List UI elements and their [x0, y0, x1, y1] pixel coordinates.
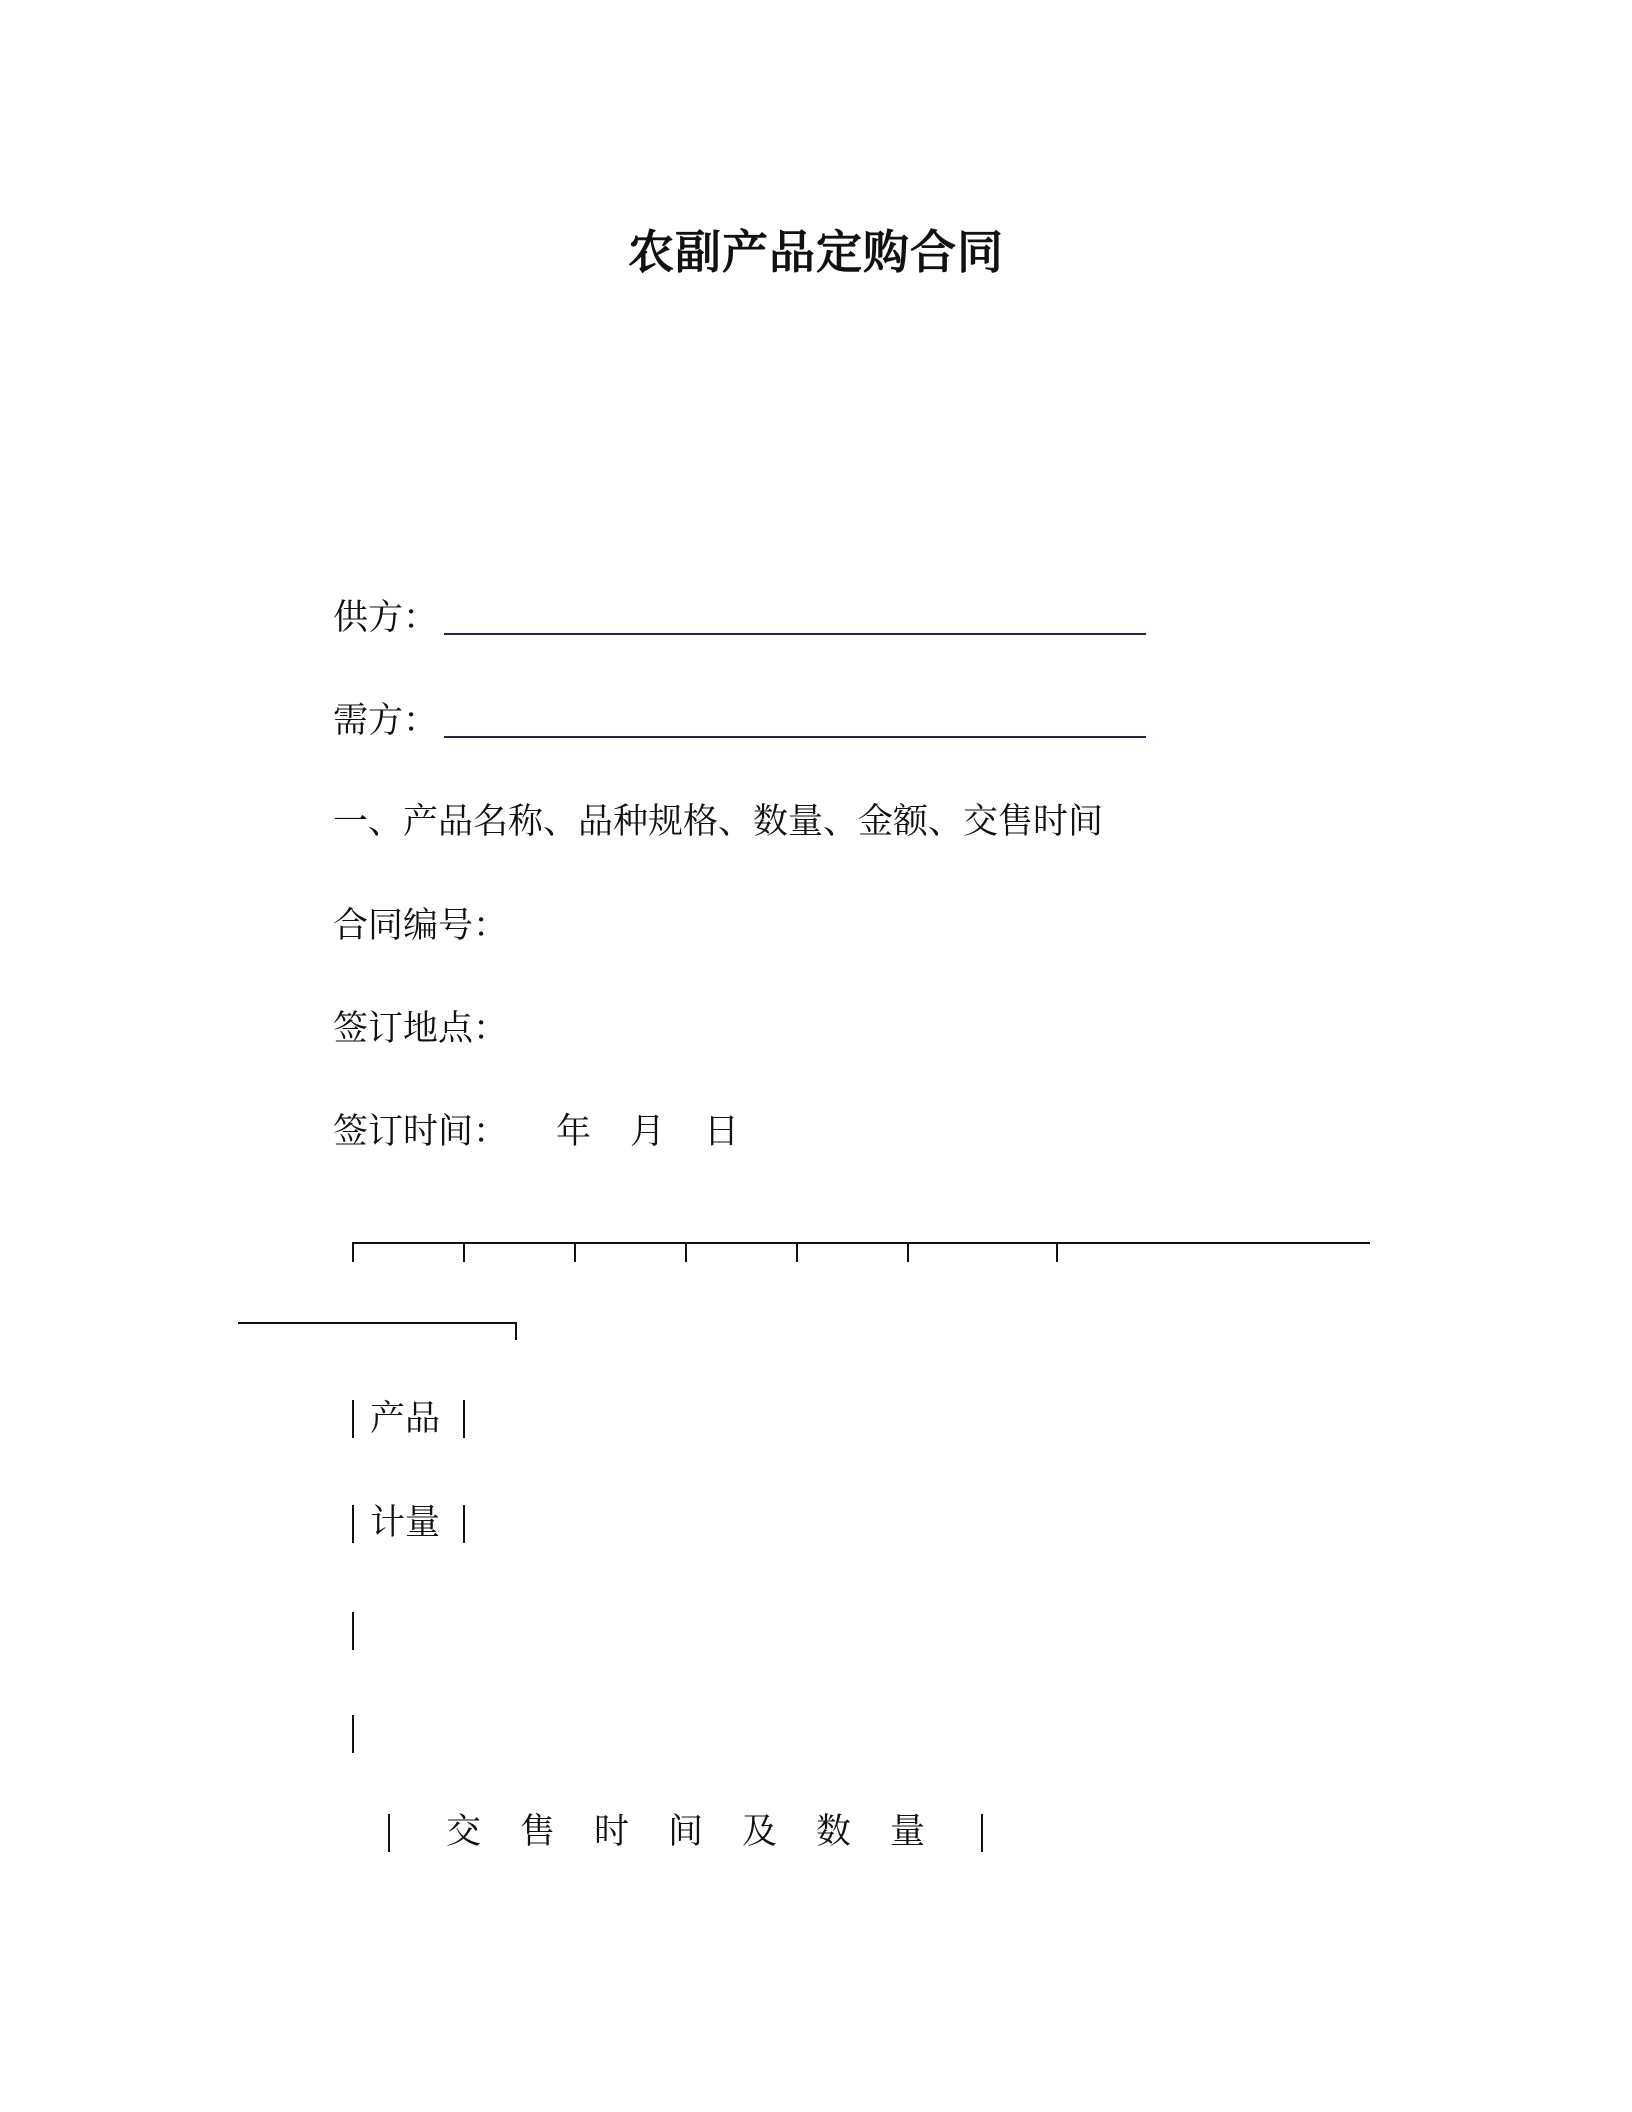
table-row-unit-label: 计量: [370, 1503, 441, 1543]
table-column-tick: [463, 1242, 465, 1262]
document-title: 农副产品定购合同: [628, 225, 1004, 279]
table-column-tick: [907, 1242, 909, 1262]
month-label: 月: [630, 1112, 666, 1152]
year-label: 年: [556, 1112, 592, 1152]
delivery-header-char: 交: [446, 1812, 482, 1852]
delivery-header-char: 间: [668, 1812, 704, 1852]
table-cell-border: [463, 1505, 465, 1543]
table-column-tick: [685, 1242, 687, 1262]
delivery-header-char: 数: [816, 1812, 852, 1852]
table-cell-border: [981, 1814, 983, 1852]
table-column-tick: [352, 1242, 354, 1262]
table-row-product-label: 产品: [370, 1399, 441, 1439]
day-label: 日: [704, 1112, 740, 1152]
signing-time-label: 签订时间：: [333, 1112, 509, 1152]
buyer-label: 需方：: [333, 701, 439, 741]
delivery-header: [446, 1810, 946, 1854]
contract-number-label: 合同编号：: [333, 906, 509, 946]
table-cell-border: [352, 1612, 354, 1650]
supplier-label: 供方：: [333, 598, 439, 638]
supplier-fill-line: [444, 633, 1146, 635]
table-column-tick: [574, 1242, 576, 1262]
table-cell-border: [463, 1400, 465, 1438]
delivery-header-char: 及: [742, 1812, 778, 1852]
table-column-tick: [515, 1322, 517, 1340]
table-column-tick: [1056, 1242, 1058, 1262]
signing-place-label: 签订地点：: [333, 1009, 509, 1049]
table-cell-border: [352, 1505, 354, 1543]
table-cell-border: [388, 1814, 390, 1852]
table-top-border-continued: [238, 1322, 517, 1324]
table-top-border: [352, 1242, 1370, 1244]
delivery-header-char: 量: [890, 1812, 926, 1852]
delivery-header-char: 售: [520, 1812, 556, 1852]
table-column-tick: [796, 1242, 798, 1262]
delivery-header-char: 时: [594, 1812, 630, 1852]
buyer-fill-line: [444, 736, 1146, 738]
table-cell-border: [352, 1400, 354, 1438]
section-heading: 一、产品名称、品种规格、数量、金额、交售时间: [333, 802, 1104, 842]
table-cell-border: [352, 1715, 354, 1753]
